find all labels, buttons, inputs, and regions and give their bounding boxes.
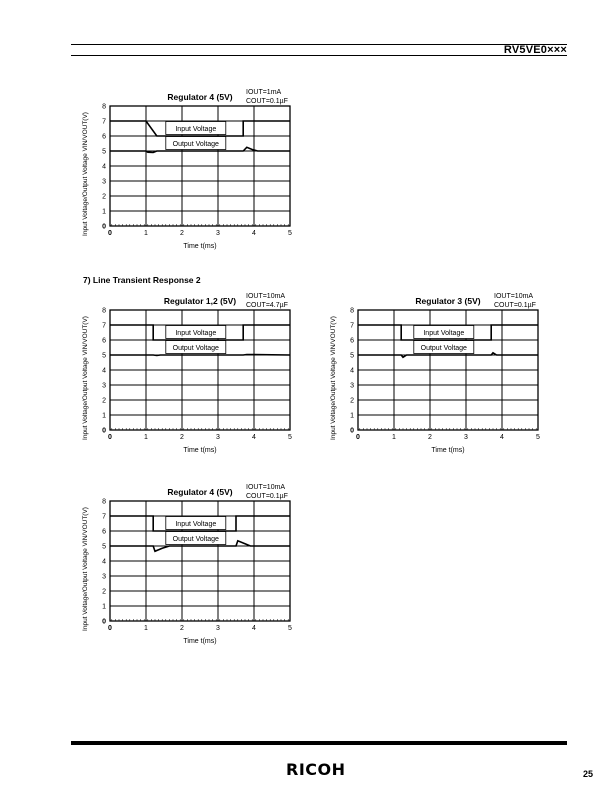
header-rule-bottom [71,55,567,56]
y-tick-label: 6 [350,337,354,345]
chart-regulator4-1ma [78,86,298,261]
x-tick-label: 2 [180,230,184,237]
x-tick-label: 2 [428,434,432,441]
x-axis-label: Time t(ms) [183,638,217,645]
y-tick-label: 4 [102,163,106,171]
y-tick-label: 3 [102,573,106,581]
x-axis-label: Time t(ms) [183,447,217,454]
y-tick-label: 0 [102,427,106,435]
y-axis-label: Input Voltage/Output Voltage VIN/VOUT(V) [330,316,337,440]
page-number: 25 [582,769,593,779]
chart-svg [78,290,298,465]
y-tick-label: 0 [350,427,354,435]
x-tick-label: 3 [216,434,220,441]
x-tick-label: 0 [108,434,112,441]
annotation-label: Output Voltage [172,345,219,352]
x-tick-label: 1 [144,434,148,441]
x-tick-label: 1 [392,434,396,441]
x-axis-label: Time t(ms) [431,447,465,454]
footer-rule [71,741,567,745]
y-axis-label: Input Voltage/Output Voltage VIN/VOUT(V) [82,507,89,631]
chart-regulator4-10ma [78,481,298,656]
y-tick-label: 8 [350,307,354,315]
annotation-label: Input Voltage [175,330,217,337]
chart-svg [78,86,298,261]
document-title: RV5VE0××× [503,44,567,56]
x-axis-label: Time t(ms) [183,243,217,250]
annotation-label: Output Voltage [420,345,467,352]
y-tick-label: 6 [102,337,106,345]
condition-cout: COUT=0.1µF [246,493,288,500]
header-rule-top [71,44,567,45]
y-tick-label: 3 [102,382,106,390]
y-tick-label: 0 [102,223,106,231]
x-tick-label: 3 [464,434,468,441]
condition-iout: IOUT=1mA [246,89,282,96]
x-tick-label: 4 [252,230,256,237]
y-tick-label: 7 [350,322,354,330]
y-tick-label: 2 [350,397,354,405]
chart-title: Regulator 3 (5V) [415,296,481,306]
y-tick-label: 1 [102,208,106,216]
y-tick-label: 5 [102,352,106,360]
y-tick-label: 1 [102,412,106,420]
annotation-label: Output Voltage [172,536,219,543]
chart-svg [326,290,546,465]
x-tick-label: 5 [288,230,292,237]
y-tick-label: 1 [102,603,106,611]
x-tick-label: 1 [144,230,148,237]
y-tick-label: 4 [102,558,106,566]
x-tick-label: 5 [288,434,292,441]
annotation-label: Input Voltage [175,126,217,133]
y-tick-label: 7 [102,513,106,521]
y-tick-label: 6 [102,528,106,536]
x-tick-label: 2 [180,434,184,441]
chart-title: Regulator 4 (5V) [167,487,233,497]
x-tick-label: 0 [108,230,112,237]
condition-cout: COUT=0.1µF [246,98,288,105]
chart-title: Regulator 1,2 (5V) [163,296,237,306]
x-tick-label: 1 [144,625,148,632]
series-line-output-voltage [110,355,290,356]
y-tick-label: 6 [102,133,106,141]
y-axis-label: Input Voltage/Output Voltage VIN/VOUT(V) [82,316,89,440]
y-tick-label: 7 [102,322,106,330]
y-tick-label: 8 [102,103,106,111]
y-tick-label: 3 [102,178,106,186]
condition-iout: IOUT=10mA [246,293,286,300]
condition-iout: IOUT=10mA [246,484,286,491]
y-tick-label: 4 [102,367,106,375]
y-tick-label: 4 [350,367,354,375]
x-tick-label: 3 [216,230,220,237]
section-heading: 7) Line Transient Response 2 [83,275,201,285]
condition-cout: COUT=4.7µF [246,302,288,309]
x-tick-label: 3 [216,625,220,632]
y-tick-label: 1 [350,412,354,420]
annotation-label: Input Voltage [175,521,217,528]
y-tick-label: 2 [102,397,106,405]
y-tick-label: 0 [102,618,106,626]
chart-regulator12-10ma [78,290,298,465]
chart-title: Regulator 4 (5V) [167,92,233,102]
x-tick-label: 2 [180,625,184,632]
chart-svg [78,481,298,656]
chart-regulator3-10ma [326,290,546,465]
y-tick-label: 2 [102,588,106,596]
condition-cout: COUT=0.1µF [494,302,536,309]
x-tick-label: 5 [288,625,292,632]
y-tick-label: 5 [350,352,354,360]
y-tick-label: 3 [350,382,354,390]
x-tick-label: 0 [356,434,360,441]
annotation-label: Input Voltage [423,330,465,337]
y-tick-label: 5 [102,543,106,551]
y-axis-label: Input Voltage/Output Voltage VIN/VOUT(V) [82,112,89,236]
condition-iout: IOUT=10mA [494,293,534,300]
x-tick-label: 4 [252,625,256,632]
y-tick-label: 8 [102,307,106,315]
x-tick-label: 4 [252,434,256,441]
y-tick-label: 7 [102,118,106,126]
y-tick-label: 5 [102,148,106,156]
x-tick-label: 5 [536,434,540,441]
x-tick-label: 4 [500,434,504,441]
annotation-label: Output Voltage [172,141,219,148]
x-tick-label: 0 [108,625,112,632]
y-tick-label: 2 [102,193,106,201]
y-tick-label: 8 [102,498,106,506]
ricoh-logo: RICOH [286,760,346,779]
